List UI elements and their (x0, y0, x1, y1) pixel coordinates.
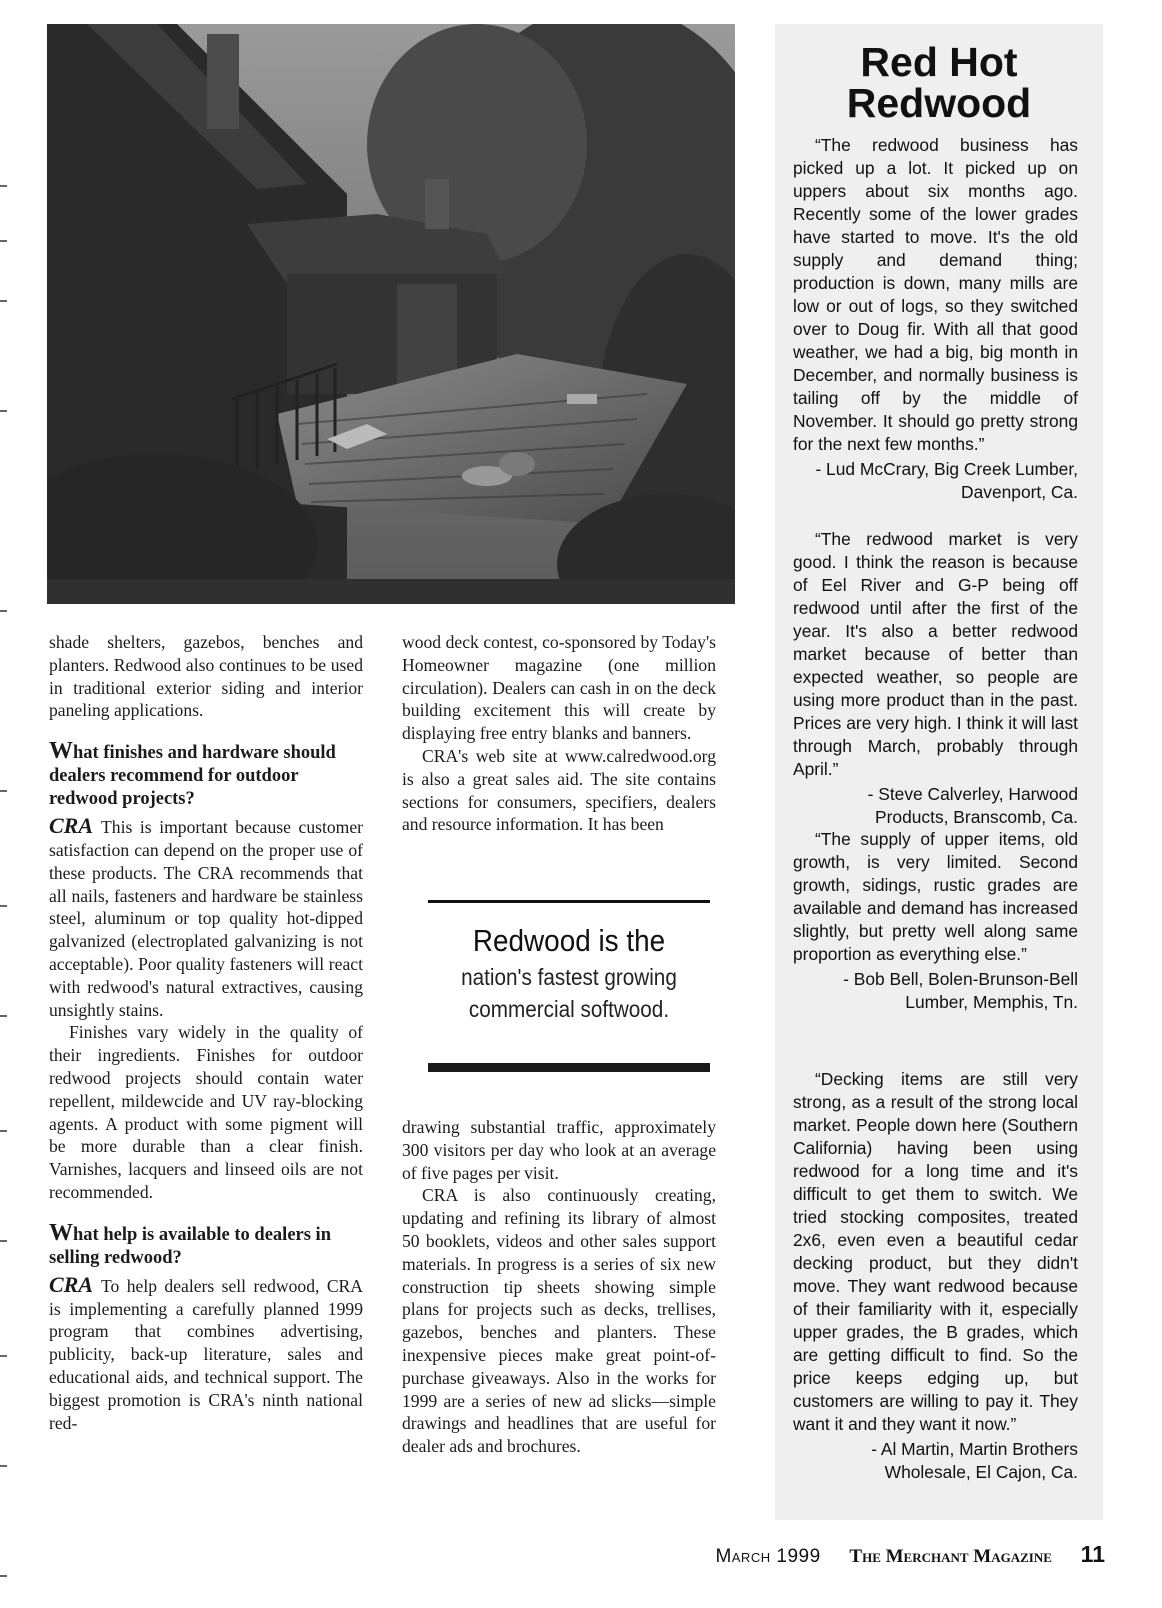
callout-line2: nation's fastest growing (461, 964, 677, 990)
sidebar-title-line1: Red Hot (860, 39, 1018, 85)
quote-block (793, 1068, 1078, 1484)
question-text: hat help is available to dealers in selling redwood? (49, 1224, 331, 1268)
callout-headline: Redwood is the (472, 923, 666, 958)
quote-attr-line1: - Lud McCrary, Big Creek Lumber, (815, 459, 1078, 479)
scan-edge-mark (0, 1575, 7, 1577)
quote-attr-line2: Lumber, Memphis, Tn. (905, 992, 1078, 1012)
answer-text: To help dealers sell redwood, CRA is implementing a carefully planned 1999 program that combines advertising, publicity, back-up literature, sales and educational aids, and technical support. The biggest promotion is CRA's ninth national red- (49, 1275, 363, 1433)
deck-photo (47, 24, 735, 604)
answer-paragraph (49, 1271, 363, 1435)
answer-label: CRA (49, 1271, 94, 1297)
quote-block (793, 828, 1078, 1014)
scan-edge-mark (0, 790, 7, 792)
sidebar-title (775, 39, 1103, 126)
answer-label: CRA (49, 813, 94, 839)
deck-photo-icon (47, 24, 735, 604)
footer-magazine-name: The Merchant Magazine (849, 1546, 1052, 1567)
quote-attr-line1: - Al Martin, Martin Brothers (871, 1439, 1078, 1459)
quote-attr-line1: - Steve Calverley, Harwood (867, 784, 1078, 804)
question-heading (49, 740, 363, 811)
callout-top-rule (428, 900, 710, 903)
quote-text: “Decking items are still very strong, as a result of the strong local market. People down here (Southern California) having been using redwood for a long time and it's difficult to get them to switch. We tried stocking composites, treated 2x6, even even a beautiful cedar decking product, but they didn't move. They want redwood because of their familiarity with it, especially upper grades, the B grades, which are getting difficult to find. So the price keeps edging up, but customers are willing to pay it. They want it and they want it now.” (793, 1069, 1078, 1434)
quote-text: “The redwood business has picked up a lot. It picked up on uppers about six months ago. Recently some of the lower grades have started to move. It's the old supply and demand thing; production is down, many mills are low or out of logs, so they switched over to Doug fir. With all that good weather, we had a big, big month in December, and normally business is tailing off by the middle of November. It should go pretty strong for the next few months.” (793, 135, 1078, 454)
page-number: 11 (1080, 1541, 1105, 1567)
scan-edge-mark (0, 185, 7, 187)
paragraph: Finishes vary widely in the quality of their ingredients. Finishes for outdoor redwood projects should contain water repellent, mildewcide and UV ray-blocking agents. A product with some pigment will be more durable than a clear finish. Varnishes, lacquers and linseed oils are not recommended. (49, 1022, 363, 1202)
scan-edge-mark (0, 1015, 7, 1017)
quote-attr-line2: Products, Branscomb, Ca. (875, 807, 1078, 827)
quote-text: “The supply of upper items, old growth, is very limited. Second growth, sidings, rustic grades are available and demand has increased slightly, but pretty well along same proportion as everything else.” (793, 829, 1078, 964)
page-footer (680, 1541, 1105, 1568)
article-column-2-top (402, 631, 716, 836)
quote-attribution (793, 1438, 1078, 1484)
quote-attr-line2: Wholesale, El Cajon, Ca. (884, 1462, 1078, 1482)
drop-letter: W (49, 1219, 73, 1246)
answer-text: This is important because customer satisfaction can depend on the proper use of these products. The CRA recommends that all nails, fasteners and hardware be stainless steel, aluminum or top quality hot-dipped galvanized (electroplated galvanizing is not acceptable). Poor quality fasteners will react with redwood's natural extractives, causing unsightly stains. (49, 817, 363, 1020)
scan-edge-mark (0, 1240, 7, 1242)
footer-date: March 1999 (715, 1546, 821, 1567)
pull-quote-callout (428, 900, 710, 1072)
sidebar-title-line2: Redwood (846, 80, 1032, 126)
paragraph: shade shelters, gazebos, benches and planters. Redwood also continues to be used in traditional exterior siding and interior paneling applications. (49, 632, 363, 721)
scan-edge-mark (0, 300, 7, 302)
quote-attribution (793, 968, 1078, 1014)
callout-bottom-bar (428, 1063, 710, 1072)
quote-block (793, 528, 1078, 829)
answer-paragraph (49, 815, 363, 1021)
paragraph: drawing substantial traffic, approximately 300 visitors per day who look at an average of five pages per visit. (402, 1117, 716, 1183)
quote-attribution (793, 783, 1078, 829)
quote-attr-line2: Davenport, Ca. (961, 482, 1078, 502)
scan-edge-mark (0, 1465, 7, 1467)
paragraph: CRA is also continuously creating, updating and refining its library of almost 50 booklets, videos and other sales support materials. In progress is a series of six new construction tip sheets showing simple plans for projects such as decks, trellises, gazebos, benches and planters. These inexpensive pieces make great point-of-purchase giveaways. Also in the works for 1999 are a series of new ad slicks—simple drawings and headlines that are useful for dealer ads and brochures. (402, 1185, 716, 1457)
scan-edge-mark (0, 1355, 7, 1357)
article-column-2-bottom (402, 1116, 716, 1458)
quote-text: “The redwood market is very good. I think the reason is because of Eel River and G-P being off redwood until after the first of the year. It's also a better redwood market because of better than expected weather, so people are using more product than in the past. Prices are very high. I think it will last through March, probably through April.” (793, 529, 1078, 779)
scan-edge-mark (0, 1130, 7, 1132)
article-column-1 (49, 631, 363, 1434)
scan-edge-mark (0, 240, 7, 242)
paragraph: wood deck contest, co-sponsored by Today's Homeowner magazine (one million circulation). Dealers can cash in on the deck building excitement this will create by displaying free entry blanks and banners. (402, 632, 716, 744)
quote-block (793, 134, 1078, 504)
question-heading (49, 1219, 363, 1270)
sidebar-panel (775, 24, 1103, 1520)
quote-attr-line1: - Bob Bell, Bolen-Brunson-Bell (843, 969, 1078, 989)
scan-edge-mark (0, 905, 7, 907)
paragraph: CRA's web site at www.calredwood.org is also a great sales aid. The site contains sections for consumers, specifiers, dealers and resource information. It has been (402, 745, 716, 835)
callout-line3: commercial softwood. (468, 996, 670, 1022)
scan-edge-mark (0, 410, 7, 412)
question-text: hat finishes and hardware should dealers recommend for outdoor redwood projects? (49, 743, 336, 810)
drop-letter: W (49, 738, 73, 765)
quote-attribution (793, 458, 1078, 504)
scan-edge-mark (0, 610, 7, 612)
